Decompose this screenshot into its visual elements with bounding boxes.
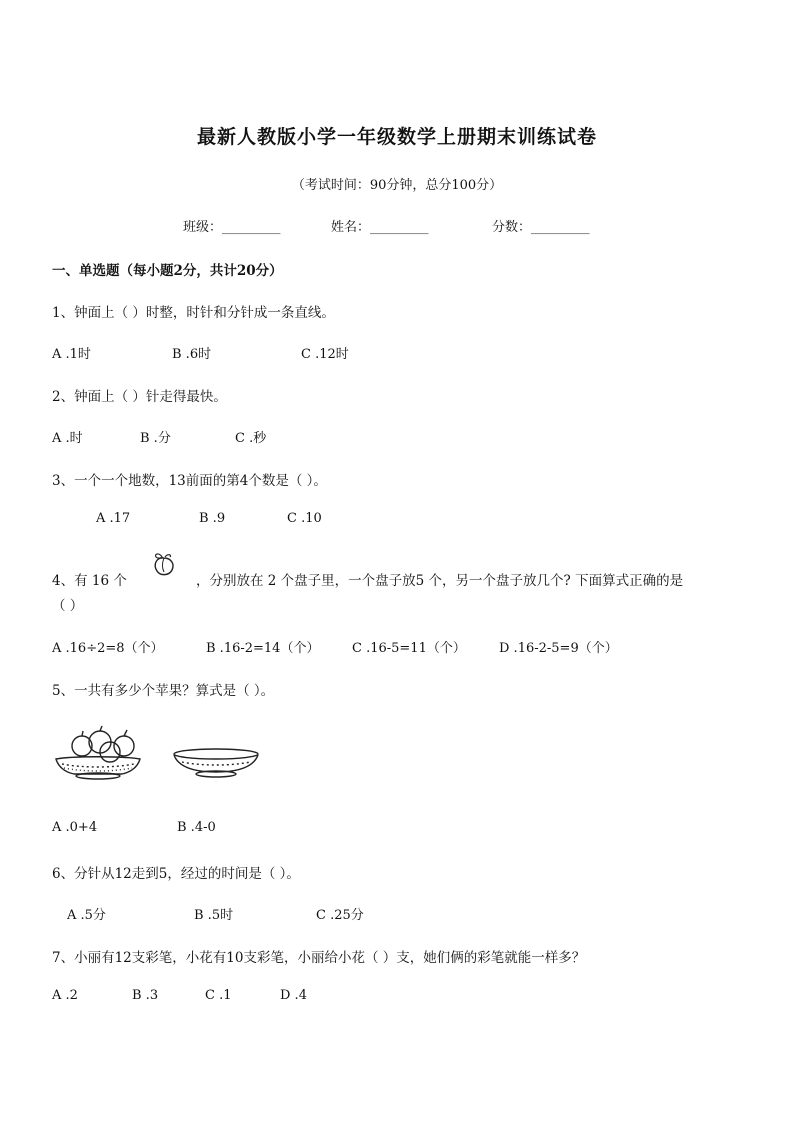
question-6: 6、分针从12走到5，经过的时间是（ ）。 <box>52 866 300 882</box>
peach-icon <box>150 551 178 579</box>
question-7: 7、小丽有12支彩笔，小花有10支彩笔，小丽给小花（ ）支，她们俩的彩笔就能一样多？ <box>52 950 586 966</box>
page-title: 最新人教版小学一年级数学上册期末训练试卷 <box>196 126 597 148</box>
section-heading: 一、单选题（每小题2分，共计20分） <box>52 263 283 279</box>
name-field[interactable]: 姓名：_________ <box>331 220 429 235</box>
question-4-rest: ，分别放在 2 个盘子里，一个盘子放5 个，另一个盘子放几个? 下面算式正确的是 <box>196 573 684 589</box>
question-3: 3、一个一个地数，13前面的第4个数是（ ）。 <box>52 473 327 489</box>
q1-option-a[interactable]: A .1时 <box>52 347 91 362</box>
q7-option-a[interactable]: A .2 <box>52 988 78 1003</box>
q4-option-b[interactable]: B .16-2=14（个） <box>206 641 320 656</box>
q5-option-a[interactable]: A .0+4 <box>52 820 98 835</box>
question-4-start: 4、有 16 个 <box>52 573 127 589</box>
class-field[interactable]: 班级：_________ <box>183 220 281 235</box>
q7-option-d[interactable]: D .4 <box>280 988 307 1003</box>
q4-option-c[interactable]: C .16-5=11（个） <box>352 641 466 656</box>
question-5: 5、一共有多少个苹果？算式是（ ）。 <box>52 683 275 699</box>
q1-option-c[interactable]: C .12时 <box>301 347 349 362</box>
q2-option-b[interactable]: B .分 <box>140 431 171 446</box>
fruit-bowl-illustration <box>52 724 272 786</box>
exam-info: （考试时间：90分钟，总分100分） <box>291 178 503 193</box>
q3-option-b[interactable]: B .9 <box>199 511 226 526</box>
q3-option-c[interactable]: C .10 <box>287 511 322 526</box>
q4-option-d[interactable]: D .16-2-5=9（个） <box>499 641 618 656</box>
question-2: 2、钟面上（ ）针走得最快。 <box>52 389 227 405</box>
q6-option-b[interactable]: B .5时 <box>194 908 234 923</box>
question-4-blank: （ ） <box>52 598 84 614</box>
q4-option-a[interactable]: A .16÷2=8（个） <box>52 641 164 656</box>
q1-option-b[interactable]: B .6时 <box>172 347 212 362</box>
q6-option-a[interactable]: A .5分 <box>67 908 106 923</box>
q7-option-c[interactable]: C .1 <box>205 988 232 1003</box>
q5-option-b[interactable]: B .4-0 <box>177 820 216 835</box>
q2-option-a[interactable]: A .时 <box>52 431 83 446</box>
score-field[interactable]: 分数：_________ <box>492 220 590 235</box>
q7-option-b[interactable]: B .3 <box>132 988 159 1003</box>
q2-option-c[interactable]: C .秒 <box>235 431 267 446</box>
q6-option-c[interactable]: C .25分 <box>316 908 364 923</box>
question-1: 1、钟面上（ ）时整，时针和分针成一条直线。 <box>52 305 335 321</box>
q3-option-a[interactable]: A .17 <box>96 511 131 526</box>
